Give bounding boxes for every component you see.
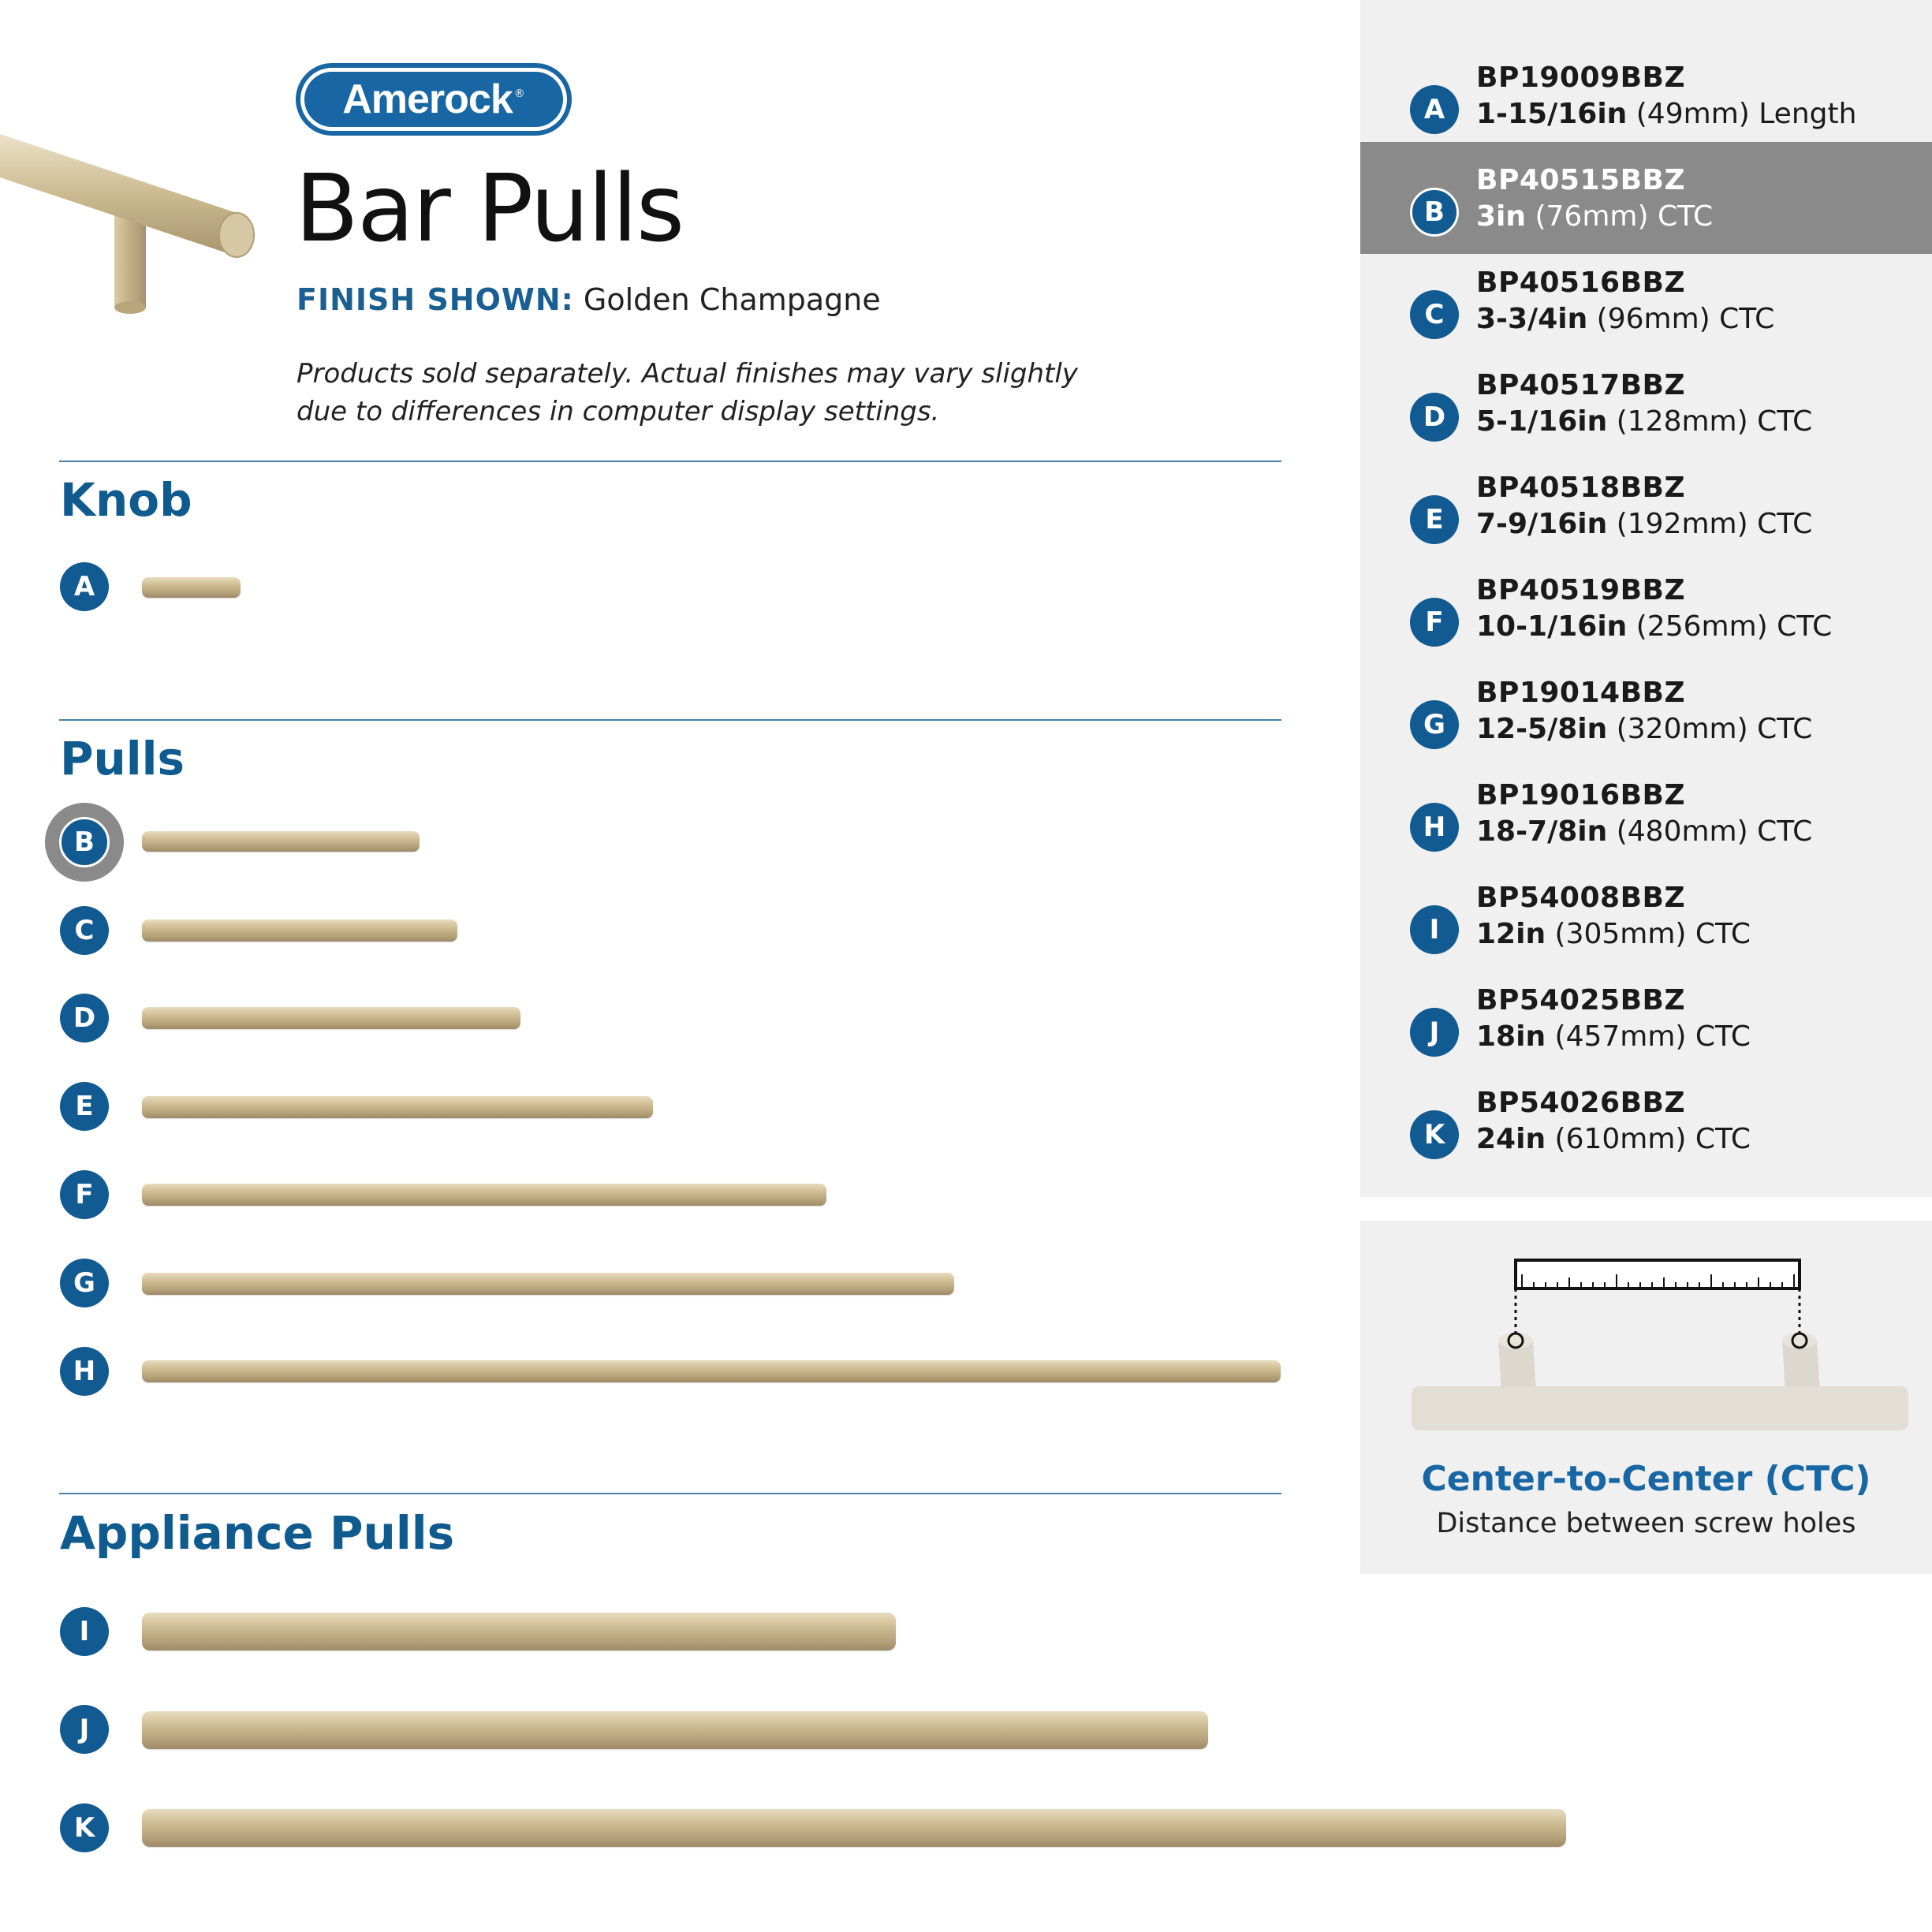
size-metric: (610mm) CTC: [1554, 1123, 1751, 1155]
ctc-title: Center-to-Center (CTC): [1421, 1459, 1871, 1499]
sku-badge-i[interactable]: [1410, 905, 1459, 954]
pull-g-image: [142, 1273, 954, 1295]
badge-letter: K: [73, 1812, 95, 1844]
size-metric: (128mm) CTC: [1616, 405, 1813, 438]
size-metric: (320mm) CTC: [1616, 713, 1813, 745]
divider: [59, 461, 1281, 462]
sku-code: BP19009BBZ: [1476, 62, 1686, 94]
item-badge-h[interactable]: [60, 1347, 109, 1396]
size-imperial: 12in: [1476, 918, 1546, 950]
sku-code: BP40519BBZ: [1476, 574, 1686, 606]
size-imperial: 24in: [1476, 1123, 1546, 1155]
sku-badge-letter: A: [1423, 94, 1445, 125]
pull-h-image: [142, 1360, 1281, 1382]
ctc-diagram: [1404, 1254, 1916, 1435]
section-heading-appliance: Appliance Pulls: [60, 1506, 455, 1560]
sku-size: [1476, 1020, 1751, 1053]
sku-badge-letter: G: [1423, 709, 1445, 740]
sku-badge-letter: D: [1423, 401, 1446, 433]
finish-label: FINISH SHOWN:: [297, 282, 574, 317]
knob-a-image: [142, 577, 241, 598]
item-badge-d[interactable]: [60, 994, 109, 1042]
badge-letter: F: [75, 1179, 94, 1210]
badge-letter: H: [73, 1356, 96, 1387]
sku-badge-letter: B: [1424, 196, 1445, 228]
pull-d-image: [142, 1007, 520, 1029]
sku-size: [1476, 98, 1856, 130]
sku-badge-h[interactable]: [1410, 803, 1459, 852]
item-badge-i[interactable]: [60, 1607, 109, 1656]
size-metric: (49mm) Length: [1635, 98, 1857, 130]
sku-size: [1476, 508, 1812, 540]
page-title: Bar Pulls: [295, 154, 684, 263]
appliance-i-image: [142, 1613, 896, 1650]
badge-letter: D: [73, 1002, 96, 1034]
item-badge-c[interactable]: [60, 906, 109, 955]
size-metric: (256mm) CTC: [1635, 610, 1833, 643]
sku-size: [1476, 405, 1812, 438]
sku-badge-letter: K: [1423, 1119, 1445, 1151]
disclaimer-line-1: Products sold separately. Actual finishes may vary slightly: [297, 358, 1078, 390]
amerock-logo: [296, 63, 572, 136]
sku-badge-letter: C: [1424, 299, 1445, 330]
size-metric: (96mm) CTC: [1596, 303, 1775, 335]
sku-badge-e[interactable]: [1410, 495, 1459, 544]
size-metric: (480mm) CTC: [1616, 815, 1813, 848]
item-badge-a[interactable]: [60, 562, 109, 611]
sku-badge-c[interactable]: [1410, 290, 1459, 339]
sku-badge-letter: E: [1425, 504, 1444, 535]
size-metric: (457mm) CTC: [1554, 1020, 1751, 1053]
section-heading-pulls: Pulls: [60, 732, 185, 785]
size-imperial: 5-1/16in: [1476, 405, 1608, 438]
sku-badge-a[interactable]: [1410, 85, 1459, 134]
sku-size: [1476, 303, 1774, 335]
item-badge-k[interactable]: [60, 1803, 109, 1852]
badge-letter: G: [73, 1267, 95, 1299]
pull-b-image: [142, 831, 420, 852]
size-metric: (192mm) CTC: [1616, 508, 1813, 540]
sku-badge-letter: F: [1425, 606, 1444, 638]
section-heading-knob: Knob: [60, 473, 192, 527]
badge-letter: A: [73, 571, 95, 602]
sku-badge-letter: I: [1429, 914, 1440, 945]
size-imperial: 12-5/8in: [1476, 713, 1608, 745]
appliance-j-image: [142, 1711, 1208, 1749]
divider: [59, 1493, 1281, 1494]
badge-letter: I: [79, 1616, 90, 1647]
size-imperial: 18-7/8in: [1476, 815, 1608, 848]
item-badge-j[interactable]: [60, 1705, 109, 1754]
size-imperial: 3-3/4in: [1476, 303, 1588, 335]
sku-badge-j[interactable]: [1410, 1008, 1459, 1057]
sku-code: BP40516BBZ: [1476, 267, 1686, 299]
sku-code: BP40518BBZ: [1476, 472, 1686, 504]
size-metric: (76mm) CTC: [1535, 200, 1714, 233]
pull-c-image: [142, 919, 457, 942]
item-badge-b[interactable]: [45, 803, 124, 882]
sku-badge-letter: J: [1429, 1016, 1440, 1048]
item-badge-g[interactable]: [60, 1259, 109, 1307]
divider: [59, 719, 1281, 721]
sku-size: [1476, 610, 1832, 643]
sku-code: BP40517BBZ: [1476, 369, 1686, 401]
sku-code: BP54026BBZ: [1476, 1087, 1686, 1119]
sku-code: BP54008BBZ: [1476, 882, 1686, 914]
sku-badge-b[interactable]: [1410, 188, 1459, 237]
badge-letter: B: [74, 826, 95, 858]
appliance-k-image: [142, 1809, 1566, 1847]
sku-code: BP19016BBZ: [1476, 779, 1686, 811]
registered-mark: ®: [513, 88, 525, 100]
product-photo: [0, 118, 268, 323]
pull-e-image: [142, 1096, 653, 1118]
logo-wordmark: Amerock: [342, 76, 513, 122]
size-imperial: 1-15/16in: [1476, 98, 1628, 130]
size-imperial: 3in: [1476, 200, 1527, 233]
ctc-subtitle: Distance between screw holes: [1436, 1508, 1856, 1539]
item-badge-e[interactable]: [60, 1082, 109, 1131]
sku-size: [1476, 200, 1713, 233]
sku-size: [1476, 918, 1751, 950]
disclaimer: [297, 355, 1078, 431]
sku-badge-k[interactable]: [1410, 1110, 1459, 1159]
badge-letter: J: [79, 1714, 90, 1745]
badge-letter: E: [75, 1091, 94, 1122]
sku-badge-d[interactable]: [1410, 393, 1459, 442]
size-imperial: 7-9/16in: [1476, 508, 1608, 540]
sku-size: [1476, 815, 1812, 848]
size-imperial: 18in: [1476, 1020, 1546, 1053]
size-metric: (305mm) CTC: [1554, 918, 1751, 950]
disclaimer-line-2: due to differences in computer display settings.: [297, 396, 940, 427]
pull-f-image: [142, 1184, 826, 1206]
sku-badge-f[interactable]: [1410, 598, 1459, 647]
sku-code: BP19014BBZ: [1476, 677, 1686, 709]
finish-value: Golden Champagne: [583, 282, 881, 317]
finish-line: [297, 282, 881, 317]
sku-badge-letter: H: [1423, 811, 1446, 843]
sku-code: BP54025BBZ: [1476, 984, 1686, 1016]
sku-size: [1476, 1123, 1751, 1155]
item-badge-f[interactable]: [60, 1170, 109, 1219]
sku-size: [1476, 713, 1812, 745]
sku-code: BP40515BBZ: [1476, 164, 1686, 196]
size-imperial: 10-1/16in: [1476, 610, 1628, 643]
badge-letter: C: [74, 915, 95, 946]
sku-badge-g[interactable]: [1410, 700, 1459, 749]
